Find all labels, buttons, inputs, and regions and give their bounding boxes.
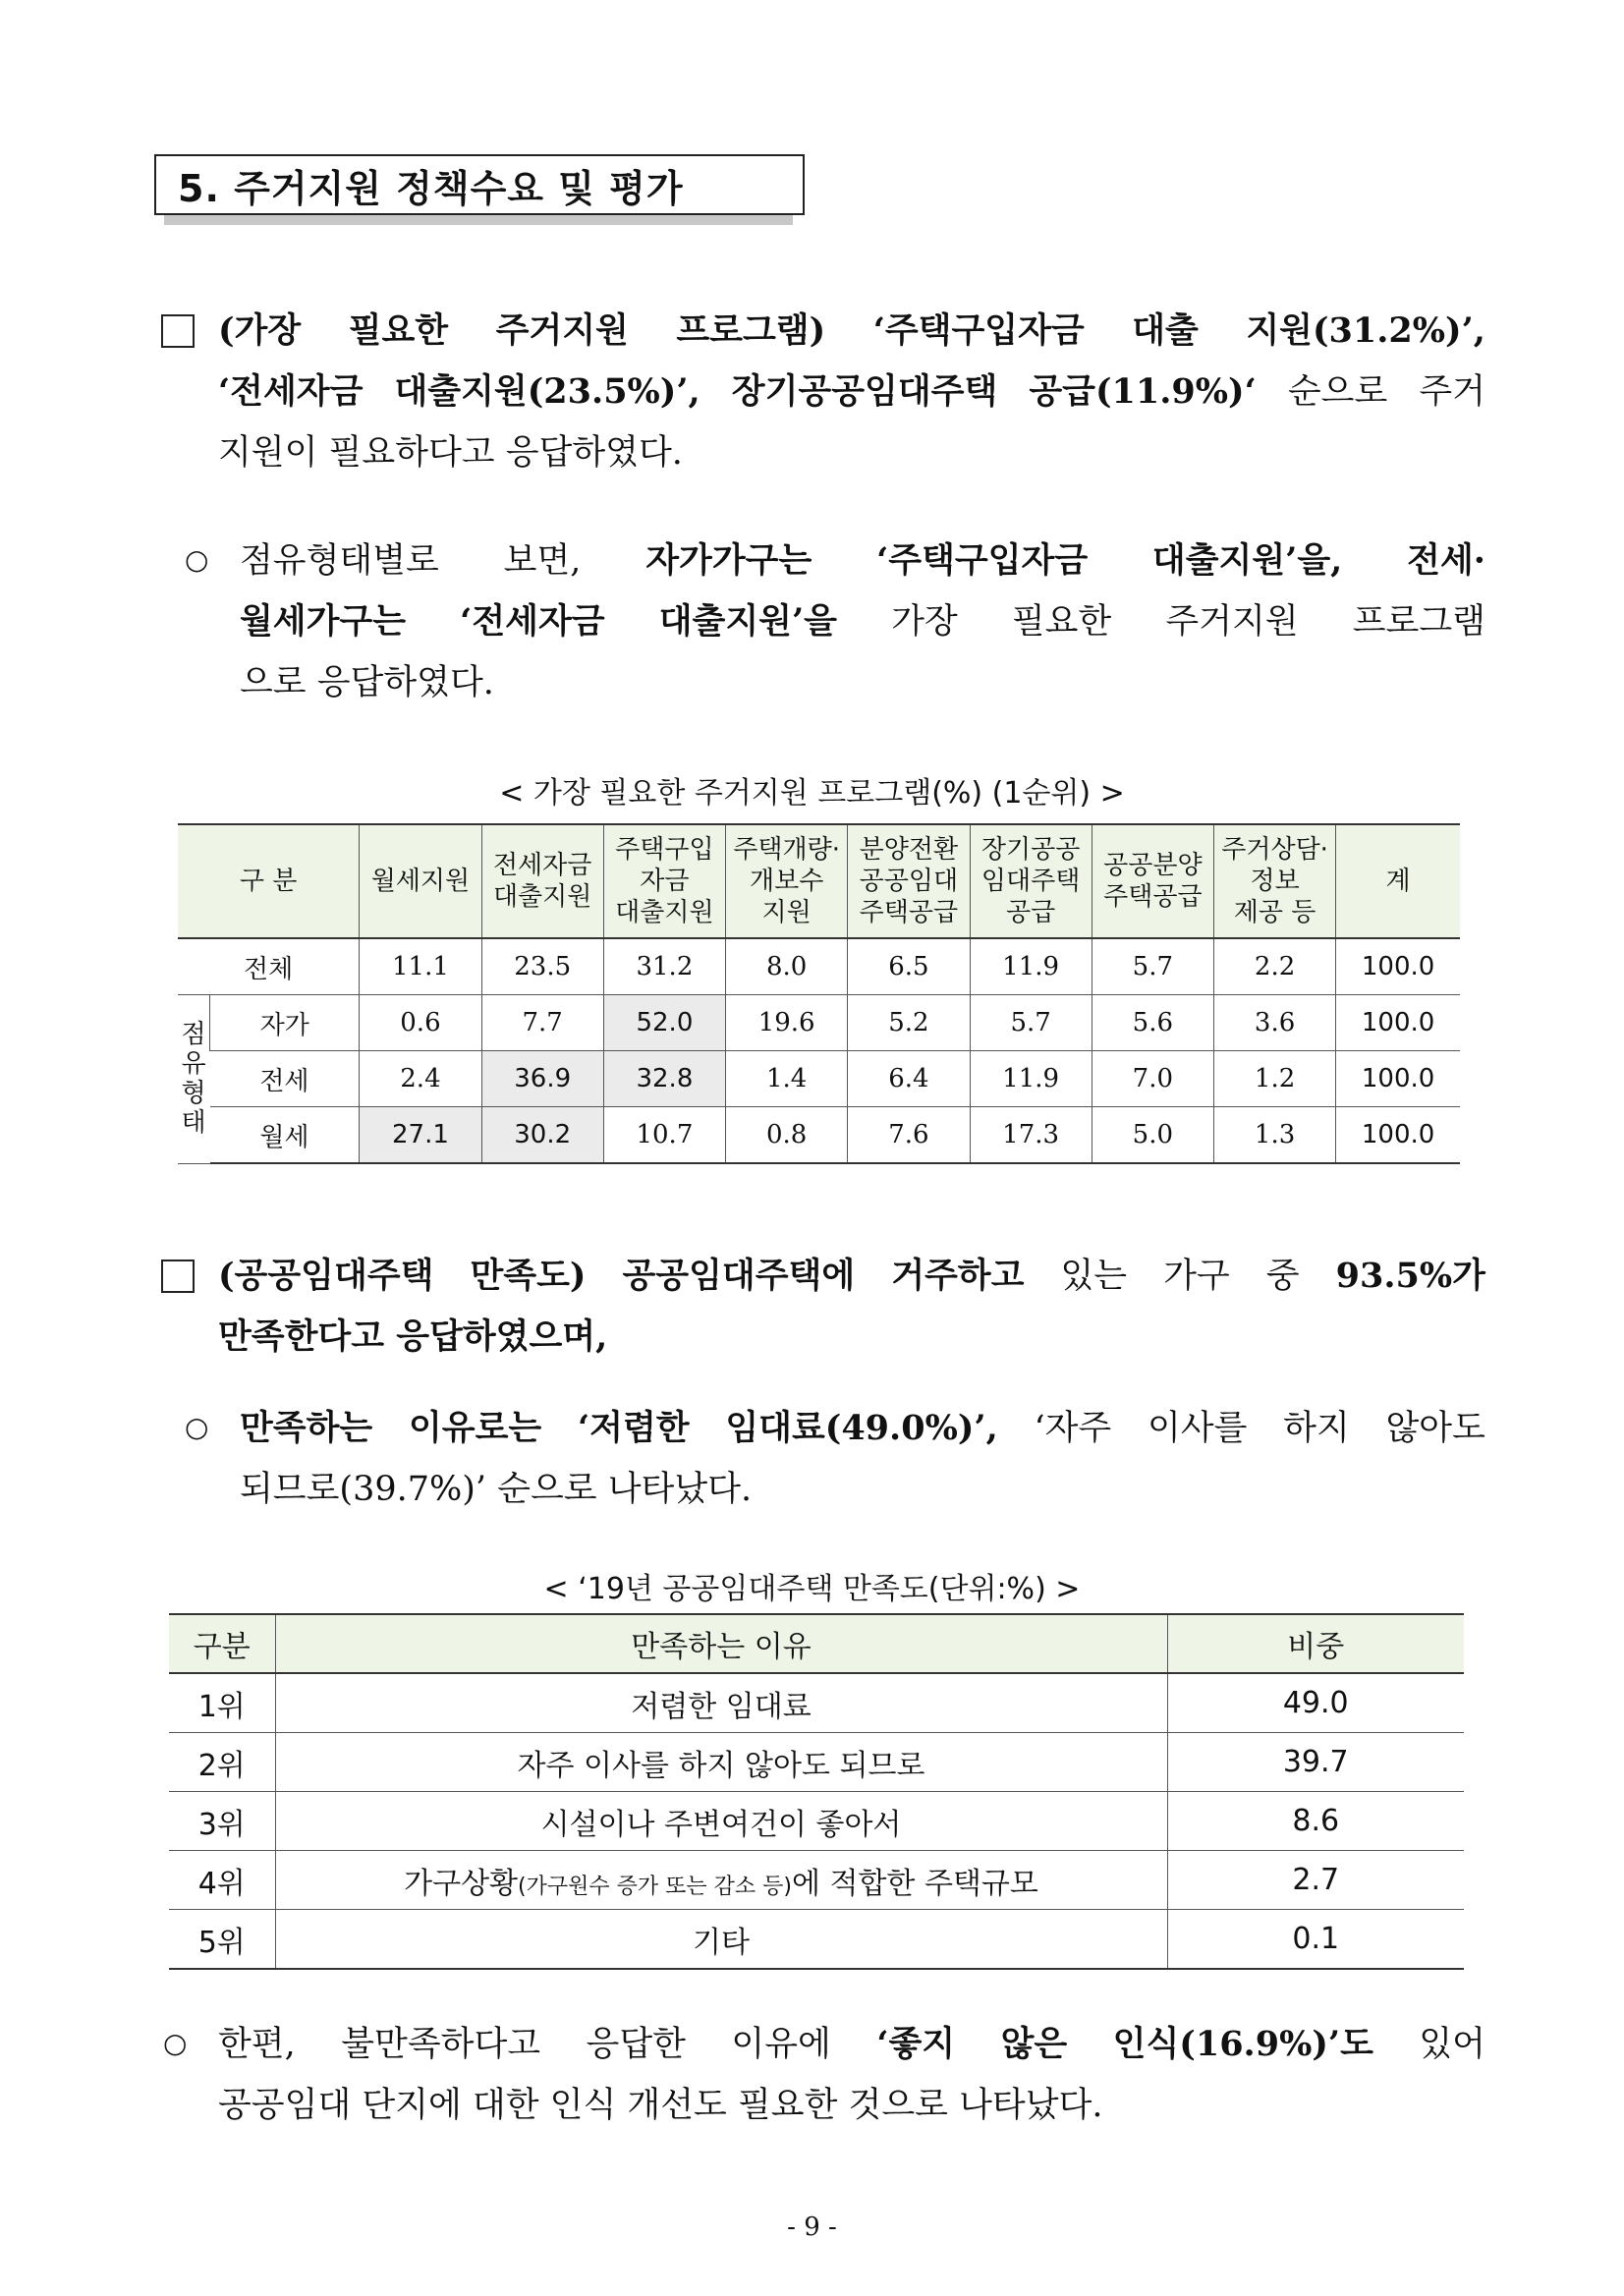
cell-total: 100.0 <box>1336 1107 1460 1164</box>
cell: 5.0 <box>1092 1107 1213 1164</box>
section-title-box <box>154 154 793 225</box>
p2sub-line-2: 되므로(39.7%)’ 순으로 나타났다. <box>240 1470 753 1509</box>
header-sale-conversion-rental: 분양전환 공공임대 주택공급 <box>848 824 970 938</box>
cell: 2.4 <box>360 1051 481 1107</box>
cell: 1.2 <box>1213 1051 1335 1107</box>
cell-highlighted: 36.9 <box>481 1051 603 1107</box>
cell: 7.0 <box>1092 1051 1213 1107</box>
circle-bullet-icon: ○ <box>185 1411 209 1443</box>
cell-rank: 4위 <box>169 1851 275 1910</box>
cell-share: 2.7 <box>1167 1851 1464 1910</box>
p1-line-3: 지원이 필요하다고 응답하였다. <box>218 433 683 473</box>
satisfaction-reason-table <box>169 1613 1464 1970</box>
cell: 5.7 <box>970 995 1092 1051</box>
cell-total: 100.0 <box>1336 938 1460 995</box>
header-counseling-info: 주거상담· 정보 제공 등 <box>1213 824 1335 938</box>
table-row <box>169 1792 1464 1851</box>
cell: 8.0 <box>726 938 848 995</box>
table-row <box>169 1673 1464 1733</box>
p1sub-line-3: 으로 응답하였다. <box>240 663 494 702</box>
row-label: 전체 <box>178 938 360 995</box>
cell-rank: 2위 <box>169 1733 275 1792</box>
cell: 19.6 <box>726 995 848 1051</box>
cell-reason: 자주 이사를 하지 않아도 되므로 <box>275 1733 1167 1792</box>
cell: 5.2 <box>848 995 970 1051</box>
p3-line-2: 공공임대 단지에 대한 인식 개선도 필요한 것으로 나타났다. <box>218 2086 1103 2125</box>
row-label: 자가 <box>210 995 360 1051</box>
cell: 1.4 <box>726 1051 848 1107</box>
circle-bullet-icon: ○ <box>163 2027 188 2059</box>
cell: 7.6 <box>848 1107 970 1164</box>
cell: 7.7 <box>481 995 603 1051</box>
p2-line-2: 만족한다고 응답하였으며, <box>218 1316 608 1357</box>
header-home-improvement: 주택개량· 개보수 지원 <box>726 824 848 938</box>
p2sub-line-1: 만족하는 이유로는 ‘저렴한 임대료(49.0%)’, ‘자주 이사를 하지 않아도 <box>240 1408 1485 1448</box>
group-label-tenure: 점 유 형 태 <box>178 995 210 1164</box>
header-total: 계 <box>1336 824 1460 938</box>
table-row <box>169 1733 1464 1792</box>
cell: 11.9 <box>970 938 1092 995</box>
table-row <box>169 1851 1464 1910</box>
paragraph-housing-program <box>218 301 1485 483</box>
table-row <box>178 1107 1460 1164</box>
paragraph-dissatisfaction <box>218 2014 1485 2136</box>
cell: 11.1 <box>360 938 481 995</box>
table2-caption: < ‘19년 공공임대주택 만족도(단위:%) > <box>543 1572 1081 1606</box>
cell-share: 39.7 <box>1167 1733 1464 1792</box>
cell: 5.7 <box>1092 938 1213 995</box>
cell-reason: 저렴한 임대료 <box>275 1673 1167 1733</box>
paragraph-rental-satisfaction <box>218 1246 1485 1368</box>
cell-share: 8.6 <box>1167 1792 1464 1851</box>
cell-share: 0.1 <box>1167 1910 1464 1970</box>
cell-rank: 1위 <box>169 1673 275 1733</box>
cell: 31.2 <box>603 938 725 995</box>
header-public-sale-housing: 공공분양 주택공급 <box>1092 824 1213 938</box>
table1-caption: < 가장 필요한 주거지원 프로그램(%) (1순위) > <box>499 776 1125 811</box>
cell-total: 100.0 <box>1336 1051 1460 1107</box>
housing-program-table <box>178 823 1460 1164</box>
page-number: - 9 - <box>787 2212 837 2242</box>
checkbox-bullet <box>161 1260 195 1293</box>
cell: 11.9 <box>970 1051 1092 1107</box>
table-row <box>169 1910 1464 1970</box>
cell: 10.7 <box>603 1107 725 1164</box>
paragraph-satisfaction-reasons <box>240 1398 1485 1520</box>
cell-reason: 기타 <box>275 1910 1167 1970</box>
header-monthly-rent-support: 월세지원 <box>360 824 481 938</box>
header-category: 구 분 <box>178 824 360 938</box>
p1sub-line-1: 점유형태별로 보면, 자가가구는 ‘주택구입자금 대출지원’을, 전세· <box>240 540 1485 581</box>
cell: 0.6 <box>360 995 481 1051</box>
cell-total: 100.0 <box>1336 995 1460 1051</box>
cell: 2.2 <box>1213 938 1335 995</box>
cell-reason: 시설이나 주변여건이 좋아서 <box>275 1792 1167 1851</box>
header-rank: 구분 <box>169 1614 275 1673</box>
p1-line-2: ‘전세자금 대출지원(23.5%)’, 장기공공임대주택 공급(11.9%)‘ 순으로 주거 <box>218 371 1485 412</box>
cell-highlighted: 52.0 <box>603 995 725 1051</box>
row-label: 월세 <box>210 1107 360 1164</box>
cell: 1.3 <box>1213 1107 1335 1164</box>
cell: 0.8 <box>726 1107 848 1164</box>
table2-header-row <box>169 1614 1464 1673</box>
cell: 5.6 <box>1092 995 1213 1051</box>
header-jeonse-loan: 전세자금 대출지원 <box>481 824 603 938</box>
header-reason: 만족하는 이유 <box>275 1614 1167 1673</box>
table-row <box>178 938 1460 995</box>
checkbox-bullet <box>161 314 195 348</box>
header-home-purchase-loan: 주택구입 자금 대출지원 <box>603 824 725 938</box>
cell-reason: 가구상황(가구원수 증가 또는 감소 등)에 적합한 주택규모 <box>275 1851 1167 1910</box>
paragraph-tenure-type <box>240 531 1485 713</box>
cell-highlighted: 32.8 <box>603 1051 725 1107</box>
table-row <box>178 995 1460 1051</box>
p1-line-1: (가장 필요한 주거지원 프로그램) ‘주택구입자금 대출 지원(31.2%)’, <box>218 310 1485 351</box>
cell: 3.6 <box>1213 995 1335 1051</box>
table1-header-row <box>178 824 1460 938</box>
cell: 6.5 <box>848 938 970 995</box>
header-long-term-rental: 장기공공 임대주택 공급 <box>970 824 1092 938</box>
cell-highlighted: 30.2 <box>481 1107 603 1164</box>
cell: 6.4 <box>848 1051 970 1107</box>
header-share: 비중 <box>1167 1614 1464 1673</box>
row-label: 전세 <box>210 1051 360 1107</box>
section-title: 5. 주거지원 정책수요 및 평가 <box>154 154 805 215</box>
table-row <box>178 1051 1460 1107</box>
cell-highlighted: 27.1 <box>360 1107 481 1164</box>
cell-rank: 3위 <box>169 1792 275 1851</box>
cell-rank: 5위 <box>169 1910 275 1970</box>
cell: 23.5 <box>481 938 603 995</box>
cell: 17.3 <box>970 1107 1092 1164</box>
p2-line-1: (공공임대주택 만족도) 공공임대주택에 거주하고 있는 가구 중 93.5%가 <box>218 1256 1485 1296</box>
p3-line-1: 한편, 불만족하다고 응답한 이유에 ‘좋지 않은 인식(16.9%)’도 있어 <box>218 2024 1485 2064</box>
p1sub-line-2: 월세가구는 ‘전세자금 대출지원’을 가장 필요한 주거지원 프로그램 <box>240 601 1485 642</box>
circle-bullet-icon: ○ <box>185 543 209 576</box>
cell-share: 49.0 <box>1167 1673 1464 1733</box>
